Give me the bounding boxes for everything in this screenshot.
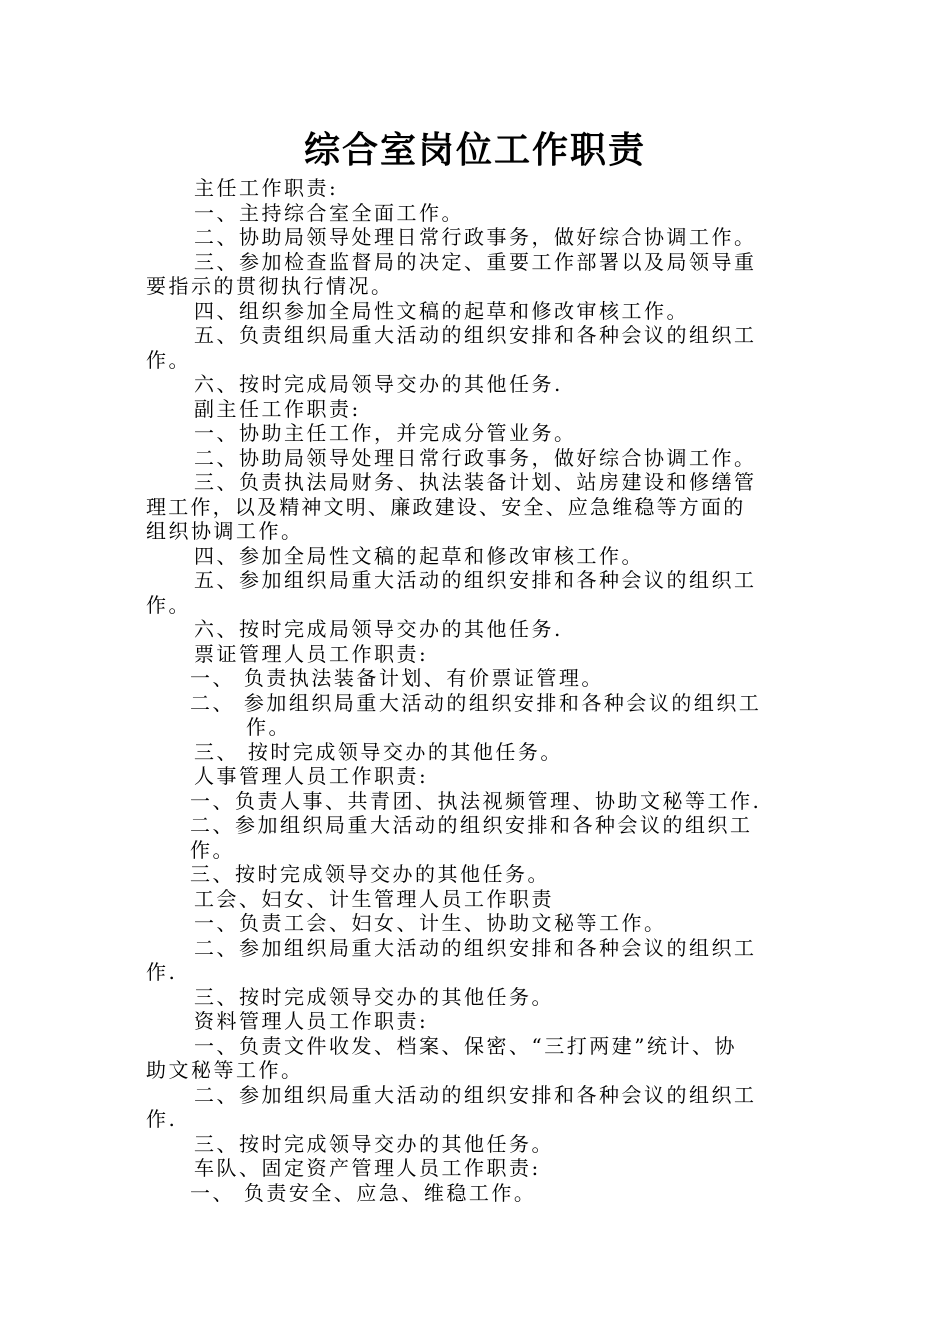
paragraph-line: 一、负责工会、妇女、计生、协助文秘等工作。 <box>194 911 667 935</box>
paragraph-line: 二、参加组织局重大活动的组织安排和各种会议的组织工 <box>194 935 757 960</box>
paragraph-line: 三、 按时完成领导交办的其他任务。 <box>194 739 563 764</box>
paragraph-line: 作。 <box>146 347 191 372</box>
paragraph-line: 要指示的贯彻执行情况。 <box>146 274 394 298</box>
paragraph-line: 二、 参加组织局重大活动的组织安排和各种会议的组织工 <box>190 690 762 715</box>
paragraph-line: 二、参加组织局重大活动的组织安排和各种会议的组织工 <box>194 1082 757 1107</box>
section-heading: 主任工作职责: <box>194 176 339 200</box>
paragraph-line: 二、参加组织局重大活动的组织安排和各种会议的组织工 <box>190 813 753 837</box>
section-heading: 人事管理人员工作职责: <box>194 764 429 788</box>
paragraph-line: 作。 <box>190 837 235 862</box>
paragraph-line: 五、负责组织局重大活动的组织安排和各种会议的组织工 <box>194 323 757 347</box>
paragraph-line: 一、 负责安全、应急、维稳工作。 <box>190 1180 537 1205</box>
paragraph-line: 五、参加组织局重大活动的组织安排和各种会议的组织工 <box>194 568 757 592</box>
document-title: 综合室岗位工作职责 <box>303 129 646 171</box>
section-heading: 工会、妇女、计生管理人员工作职责 <box>194 886 554 911</box>
paragraph-line: 作。 <box>146 592 191 617</box>
section-heading: 资料管理人员工作职责: <box>194 1009 429 1033</box>
paragraph-line: 一、协助主任工作，并完成分管业务。 <box>194 421 577 445</box>
paragraph-line: 助文秘等工作。 <box>146 1058 304 1082</box>
paragraph-line: 作. <box>146 1107 178 1131</box>
paragraph-line: 一、负责文件收发、档案、保密、“三打两建”统计、协 <box>194 1033 737 1058</box>
paragraph-line: 二、协助局领导处理日常行政事务，做好综合协调工作。 <box>194 225 757 249</box>
paragraph-line: 一、 负责执法装备计划、有价票证管理。 <box>190 666 604 690</box>
paragraph-line: 三、按时完成领导交办的其他任务。 <box>190 862 550 886</box>
paragraph-line: 作。 <box>246 715 291 739</box>
paragraph-line: 六、按时完成局领导交办的其他任务. <box>194 617 563 641</box>
paragraph-line: 三、负责执法局财务、执法装备计划、站房建设和修缮管 <box>194 470 757 494</box>
paragraph-line: 三、按时完成领导交办的其他任务。 <box>194 1131 554 1156</box>
paragraph-line: 作. <box>146 960 178 984</box>
paragraph-line: 六、按时完成局领导交办的其他任务. <box>194 372 563 396</box>
section-heading: 副主任工作职责: <box>194 396 361 421</box>
paragraph-line: 三、参加检查监督局的决定、重要工作部署以及局领导重 <box>194 249 757 274</box>
section-heading: 车队、固定资产管理人员工作职责: <box>194 1156 541 1180</box>
paragraph-line: 一、负责人事、共青团、执法视频管理、协助文秘等工作. <box>190 788 762 813</box>
paragraph-line: 二、协助局领导处理日常行政事务，做好综合协调工作。 <box>194 445 757 470</box>
paragraph-line: 四、参加全局性文稿的起草和修改审核工作。 <box>194 543 644 568</box>
paragraph-line: 一、主持综合室全面工作。 <box>194 200 464 225</box>
section-heading: 票证管理人员工作职责: <box>194 641 429 666</box>
paragraph-line: 组织协调工作。 <box>146 519 304 543</box>
paragraph-line: 三、按时完成领导交办的其他任务。 <box>194 984 554 1009</box>
paragraph-line: 理工作，以及精神文明、廉政建设、安全、应急维稳等方面的 <box>146 494 746 519</box>
paragraph-line: 四、组织参加全局性文稿的起草和修改审核工作。 <box>194 298 689 323</box>
document-body <box>146 176 806 1205</box>
